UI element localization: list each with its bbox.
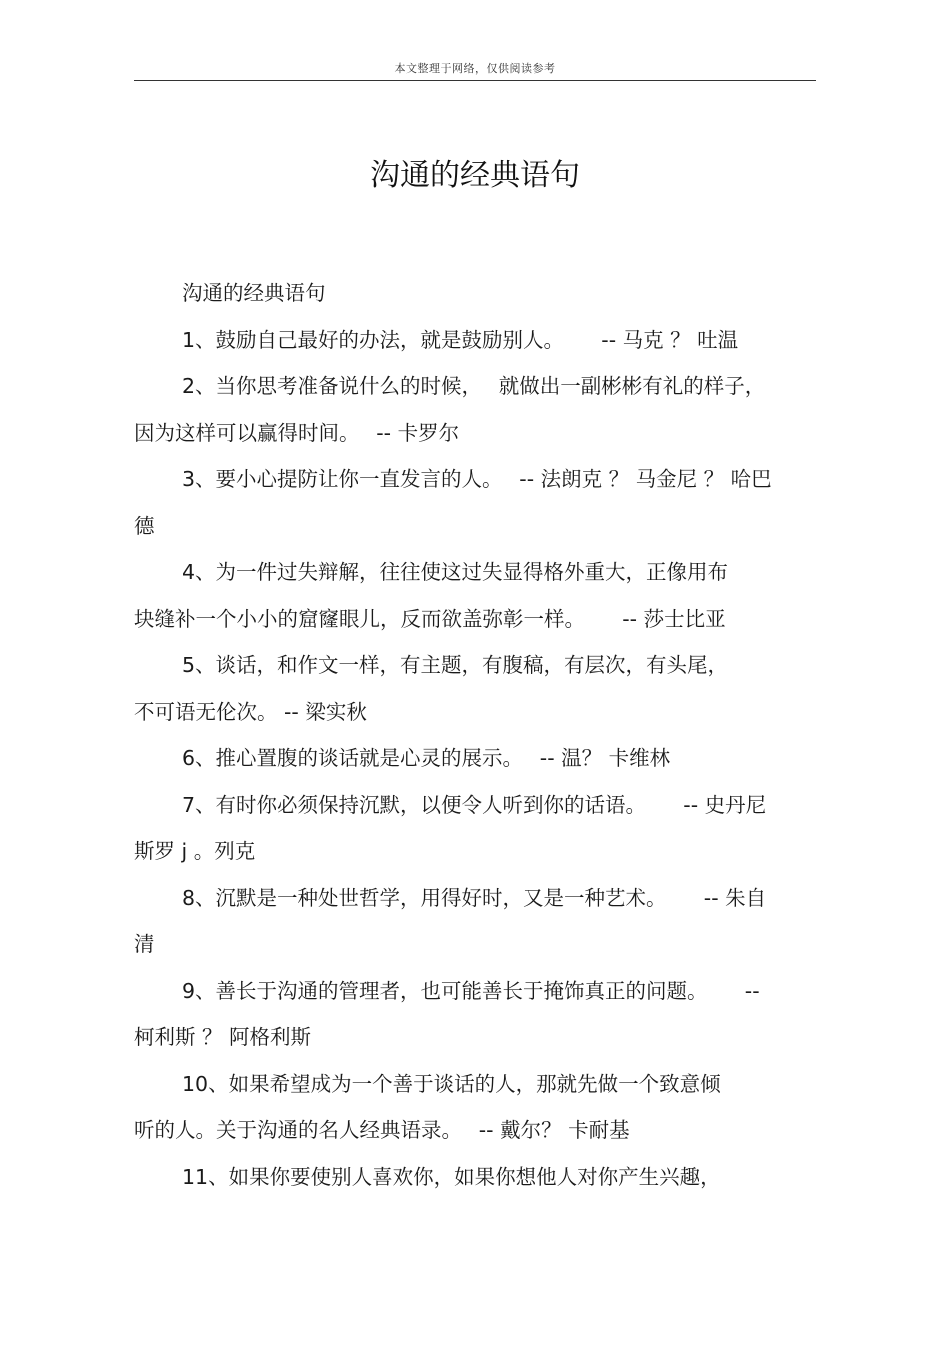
quote-9: [134, 968, 816, 1061]
quote-line: 10、如果希望成为一个善于谈话的人，那就先做一个致意倾: [182, 1071, 721, 1096]
quote-line: 不可语无伦次。 -- 梁实秋: [134, 699, 367, 724]
quote-line: 斯罗 j 。列克: [134, 839, 256, 863]
quote-line: 11、如果你要使别人喜欢你，如果你想他人对你产生兴趣，: [182, 1164, 721, 1189]
document-body: [134, 270, 816, 1200]
quote-line: 柯利斯 ？ 阿格利斯: [134, 1025, 312, 1049]
quote-10: [134, 1061, 816, 1154]
quote-3: [134, 456, 816, 549]
quote-8: [134, 875, 816, 968]
quote-6: [134, 735, 816, 782]
quote-line: 清: [134, 932, 155, 956]
quote-2: [134, 363, 816, 456]
document-title: 沟通的经典语句: [370, 158, 580, 193]
quote-line: 德: [134, 513, 155, 538]
quote-line: 1、鼓励自己最好的办法，就是鼓励别人。 -- 马克 ？ 吐温: [182, 327, 739, 352]
quote-line: 6、推心置腹的谈话就是心灵的展示。 -- 温？ 卡维林: [182, 746, 671, 770]
quote-4: [134, 549, 816, 642]
quote-line: 5、谈话，和作文一样，有主题，有腹稿，有层次，有头尾，: [182, 653, 729, 677]
quote-line: 块缝补一个小小的窟窿眼儿，反而欲盖弥彰一样。 -- 莎士比亚: [134, 606, 726, 631]
quote-line: 7、有时你必须保持沉默，以便令人听到你的话语。 -- 史丹尼: [182, 792, 767, 817]
quote-line: 因为这样可以赢得时间。 -- 卡罗尔: [134, 420, 460, 445]
quote-line: 8、沉默是一种处世哲学，用得好时，又是一种艺术。 -- 朱自: [182, 885, 767, 910]
quote-line: 3、要小心提防让你一直发言的人。 -- 法朗克 ？ 马金尼 ？ 哈巴: [182, 467, 772, 491]
quote-7: [134, 782, 816, 875]
intro-line: 沟通的经典语句: [182, 281, 326, 305]
quote-5: [134, 642, 816, 735]
quote-line: 听的人。关于沟通的名人经典语录。 -- 戴尔？ 卡耐基: [134, 1118, 630, 1142]
quote-line: 2、当你思考准备说什么的时候， 就做出一副彬彬有礼的样子，: [182, 374, 766, 398]
page-header: [134, 58, 816, 81]
header-note: 本文整理于网络，仅供阅读参考: [394, 62, 556, 75]
quote-1: [134, 317, 816, 364]
quote-line: 9、善长于沟通的管理者，也可能善长于掩饰真正的问题。 --: [182, 978, 760, 1003]
quote-11: [134, 1154, 816, 1201]
quote-line: 4、为一件过失辩解，往往使这过失显得格外重大，正像用布: [182, 560, 729, 584]
